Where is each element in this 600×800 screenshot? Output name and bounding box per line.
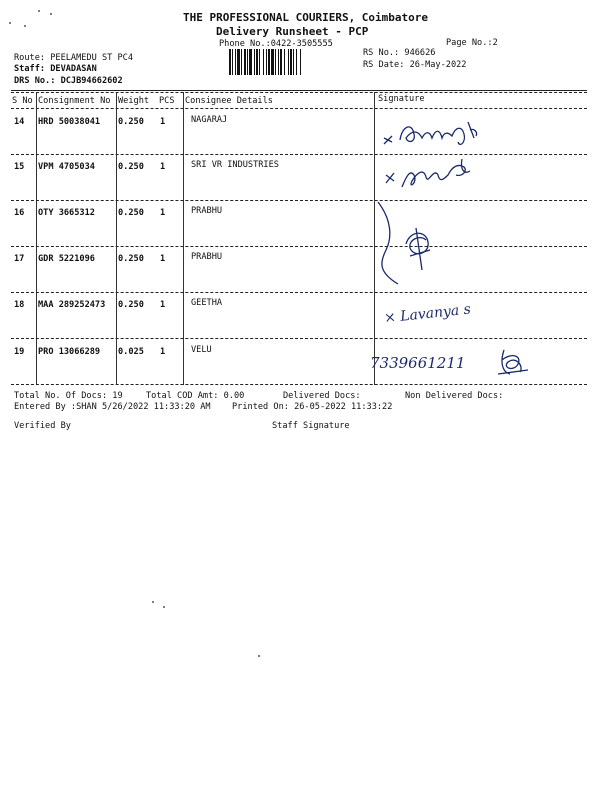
row-sno: 16	[14, 208, 25, 218]
staff-signature-label: Staff Signature	[272, 421, 350, 431]
table-top-rule	[11, 90, 587, 91]
col-divider	[116, 92, 117, 385]
row-weight: 0.025	[118, 347, 144, 357]
row-consignment: OTY 3665312	[38, 208, 95, 218]
total-cod: Total COD Amt: 0.00	[146, 391, 245, 401]
col-divider	[183, 92, 184, 385]
row-weight: 0.250	[118, 208, 144, 218]
non-delivered-docs: Non Delivered Docs:	[405, 391, 504, 401]
row-consignee: NAGARAJ	[191, 115, 228, 125]
header-consignee: Consignee Details	[185, 96, 273, 106]
row-sno: 18	[14, 300, 25, 310]
drs-number: DRS No.: DCJB94662602	[14, 76, 123, 86]
signature-brace-row16-17	[370, 200, 450, 290]
scan-speck	[163, 606, 165, 608]
header-sno: S No	[12, 96, 33, 106]
row-pcs: 1	[160, 347, 166, 357]
verified-by: Verified By	[14, 421, 71, 431]
row-sno: 15	[14, 162, 25, 172]
route-label: Route: PEELAMEDU ST PC4	[14, 53, 133, 63]
row-sno: 19	[14, 347, 25, 357]
scan-speck	[152, 601, 154, 603]
row-weight: 0.250	[118, 254, 144, 264]
scan-speck	[9, 22, 11, 24]
rs-number: RS No.: 946626	[363, 48, 436, 58]
signature-row15	[378, 155, 488, 197]
row-weight: 0.250	[118, 300, 144, 310]
row-weight: 0.250	[118, 162, 144, 172]
delivered-docs: Delivered Docs:	[283, 391, 361, 401]
header-weight: Weight	[118, 96, 150, 106]
row-divider	[11, 154, 587, 155]
staff-label: Staff: DEVADASAN	[14, 64, 97, 74]
row-consignment: VPM 4705034	[38, 162, 95, 172]
row-consignment: MAA 289252473	[38, 300, 106, 310]
scan-speck	[24, 25, 26, 27]
signature-row18: × Lavanya s	[383, 301, 472, 327]
header-signature: Signature	[378, 94, 425, 104]
company-name: THE PROFESSIONAL COURIERS, Coimbatore	[183, 11, 429, 24]
page-number: Page No.:2	[446, 38, 498, 48]
row-sno: 17	[14, 254, 25, 264]
row-consignment: GDR 5221096	[38, 254, 95, 264]
row-pcs: 1	[160, 300, 166, 310]
total-docs: Total No. Of Docs: 19	[14, 391, 123, 401]
row-weight: 0.250	[118, 117, 144, 127]
row-divider	[11, 246, 587, 247]
row-consignment: HRD 50038041	[38, 117, 101, 127]
row-consignee: PRABHU	[191, 206, 223, 216]
scan-speck	[38, 10, 40, 12]
row-consignment: PRO 13066289	[38, 347, 101, 357]
signature-row14	[378, 112, 498, 154]
entered-by: Entered By :SHAN 5/26/2022 11:33:20 AM	[14, 402, 211, 412]
signature-row19	[494, 344, 534, 380]
row-consignee: VELU	[191, 345, 212, 355]
row-consignee: PRABHU	[191, 252, 223, 262]
row-consignee: SRI VR INDUSTRIES	[191, 160, 279, 170]
row-sno: 14	[14, 117, 25, 127]
scan-speck	[258, 655, 260, 657]
rs-date: RS Date: 26-May-2022	[363, 60, 467, 70]
table-top-dashed	[11, 92, 587, 93]
phone-number: Phone No.:0422-3505555	[219, 39, 333, 49]
row-pcs: 1	[160, 208, 166, 218]
barcode	[229, 49, 353, 75]
header-bottom-rule	[11, 108, 587, 109]
header-pcs: PCS	[159, 96, 175, 106]
row-divider	[11, 292, 587, 293]
row-pcs: 1	[160, 162, 166, 172]
row-divider	[11, 200, 587, 201]
row-pcs: 1	[160, 254, 166, 264]
header-consignment: Consignment No	[38, 96, 111, 106]
table-bottom-rule	[11, 384, 587, 385]
printed-on: Printed On: 26-05-2022 11:33:22	[232, 402, 393, 412]
row-pcs: 1	[160, 117, 166, 127]
col-divider	[36, 92, 37, 385]
phone-handwritten-row19: 7339661211	[370, 354, 466, 372]
row-consignee: GEETHA	[191, 298, 223, 308]
sheet-title: Delivery Runsheet - PCP	[216, 25, 369, 38]
row-divider	[11, 338, 587, 339]
scan-speck	[50, 13, 52, 15]
